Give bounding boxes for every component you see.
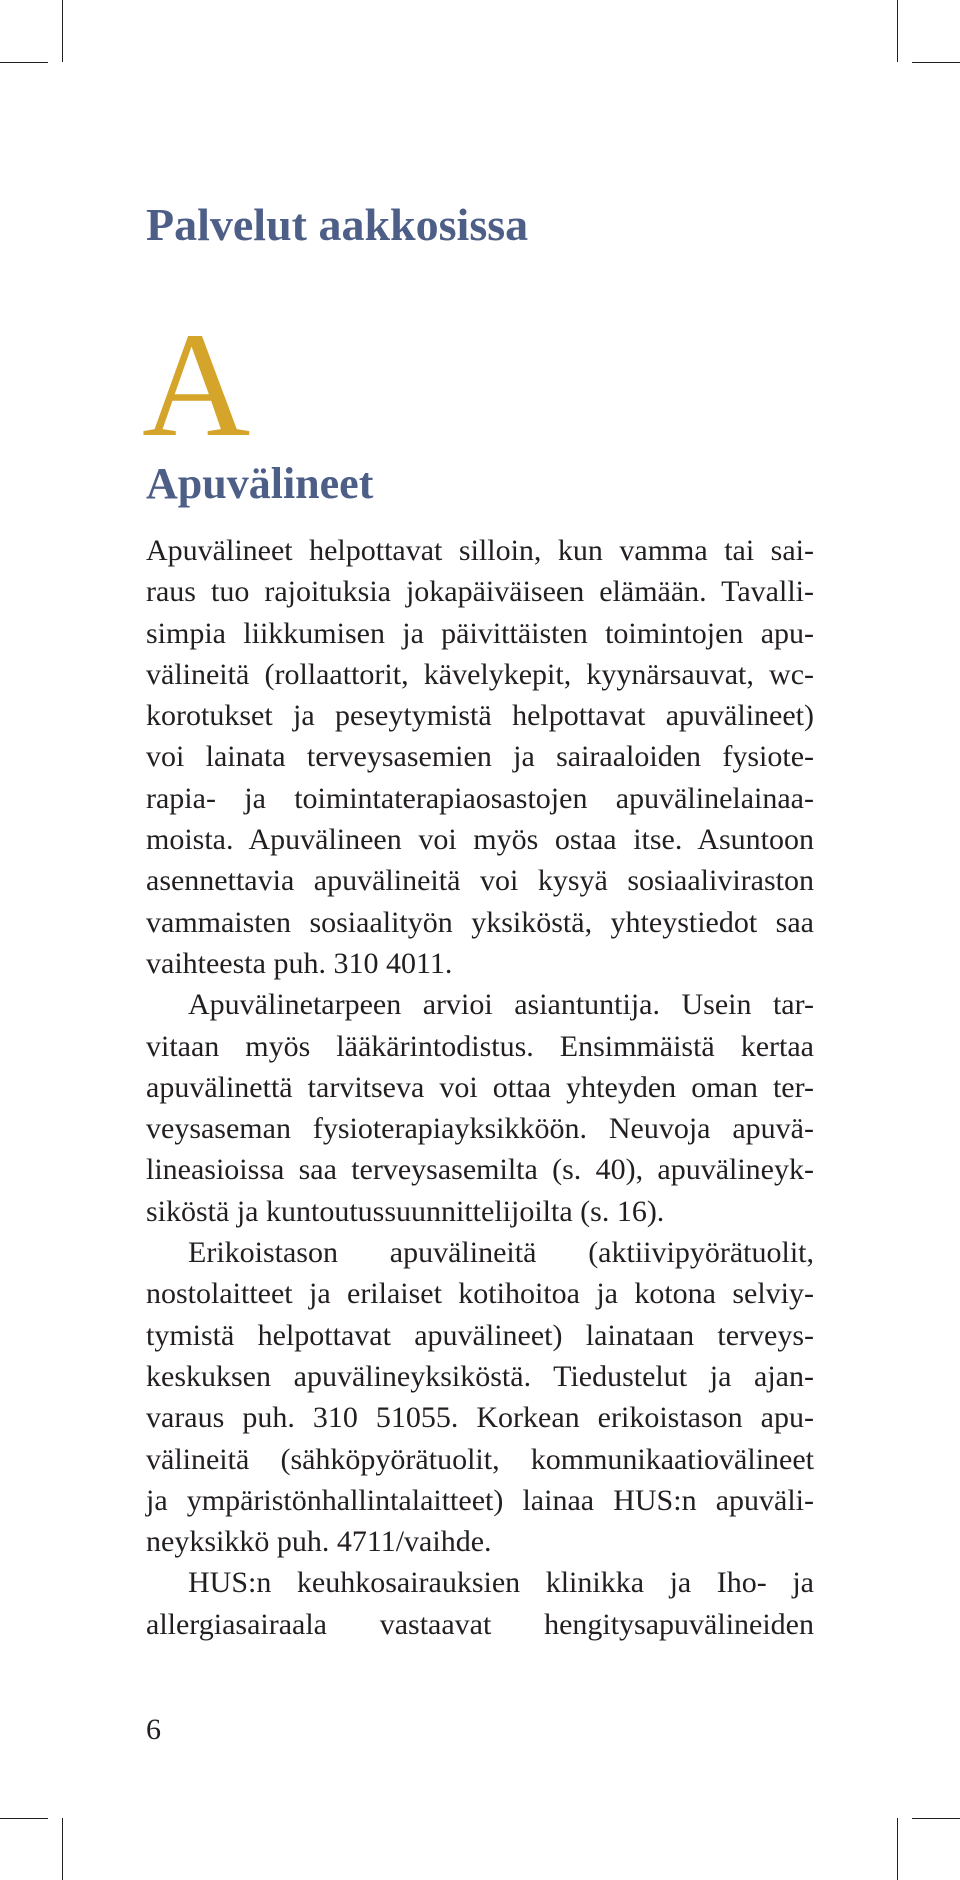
crop-mark-top-left-h: [0, 62, 48, 63]
section-title: Apuvälineet: [146, 459, 374, 508]
text-line: rapia- ja toimintaterapiaosastojen apuvälinelainaa-: [146, 781, 814, 815]
text-line: asennettavia apuvälineitä voi kysyä sosiaaliviraston: [146, 864, 814, 898]
crop-mark-bottom-left: [62, 1818, 63, 1880]
text-line: Erikoistason apuvälineitä (aktiivipyörätuolit,: [188, 1236, 814, 1270]
text-line: Apuvälineet helpottavat silloin, kun vamma tai sai-: [146, 534, 814, 567]
text-line: siköstä ja kuntoutussuunnittelijoilta (s. 16).: [146, 1194, 665, 1228]
text-line: neyksikkö puh. 4711/vaihde.: [146, 1525, 492, 1559]
text-line: voi lainata terveysasemien ja sairaaloiden fysiote-: [146, 740, 814, 774]
text-line: raus tuo rajoituksia jokapäiväiseen elämään. Tavalli-: [146, 575, 814, 609]
text-line: simpia liikkumisen ja päivittäisten toimintojen apu-: [146, 616, 814, 650]
page-number: 6: [146, 1713, 161, 1746]
text-line: ja ympäristönhallintalaitteet) lainaa HUS:n apuväli-: [146, 1483, 814, 1517]
text-line: allergiasairaala vastaavat hengitysapuvälineiden: [146, 1607, 814, 1641]
text-line: apuvälinettä tarvitseva voi ottaa yhteyden oman ter-: [146, 1070, 814, 1104]
crop-mark-top-left: [62, 0, 63, 62]
crop-mark-bottom-right-h: [912, 1818, 960, 1819]
crop-mark-top-right: [897, 0, 898, 62]
text-line: veysaseman fysioterapiayksikköön. Neuvoja apuvä-: [146, 1112, 814, 1146]
text-line: Apuvälinetarpeen arvioi asiantuntija. Usein tar-: [188, 988, 814, 1022]
text-line: tymistä helpottavat apuvälineet) lainataan terveys-: [146, 1318, 814, 1352]
body-text: [146, 530, 814, 1645]
crop-mark-bottom-right: [897, 1818, 898, 1880]
text-line: välineitä (sähköpyörätuolit, kommunikaatiovälineet: [146, 1442, 814, 1476]
text-line: vaihteesta puh. 310 4011.: [146, 946, 453, 980]
text-line: nostolaitteet ja erilaiset kotihoitoa ja kotona selviy-: [146, 1277, 814, 1311]
text-line: vitaan myös lääkärintodistus. Ensimmäistä kertaa: [146, 1029, 814, 1063]
crop-mark-bottom-left-h: [0, 1818, 48, 1819]
text-line: vammaisten sosiaalityön yksiköstä, yhteystiedot saa: [146, 905, 814, 939]
text-line: moista. Apuvälineen voi myös ostaa itse. Asuntoon: [146, 823, 814, 857]
text-line: varaus puh. 310 51055. Korkean erikoistason apu-: [146, 1401, 814, 1435]
section-letter: A: [142, 302, 251, 468]
page-heading: Palvelut aakkosissa: [146, 199, 529, 250]
text-line: HUS:n keuhkosairauksien klinikka ja Iho- ja: [188, 1566, 814, 1600]
text-line: korotukset ja peseytymistä helpottavat apuvälineet): [146, 699, 814, 733]
text-line: keskuksen apuvälineyksiköstä. Tiedustelut ja ajan-: [146, 1359, 814, 1393]
text-line: lineasioissa saa terveysasemilta (s. 40), apuvälineyk-: [146, 1153, 814, 1187]
text-line: välineitä (rollaattorit, kävelykepit, kyynärsauvat, wc-: [146, 657, 814, 691]
crop-mark-top-right-h: [912, 62, 960, 63]
